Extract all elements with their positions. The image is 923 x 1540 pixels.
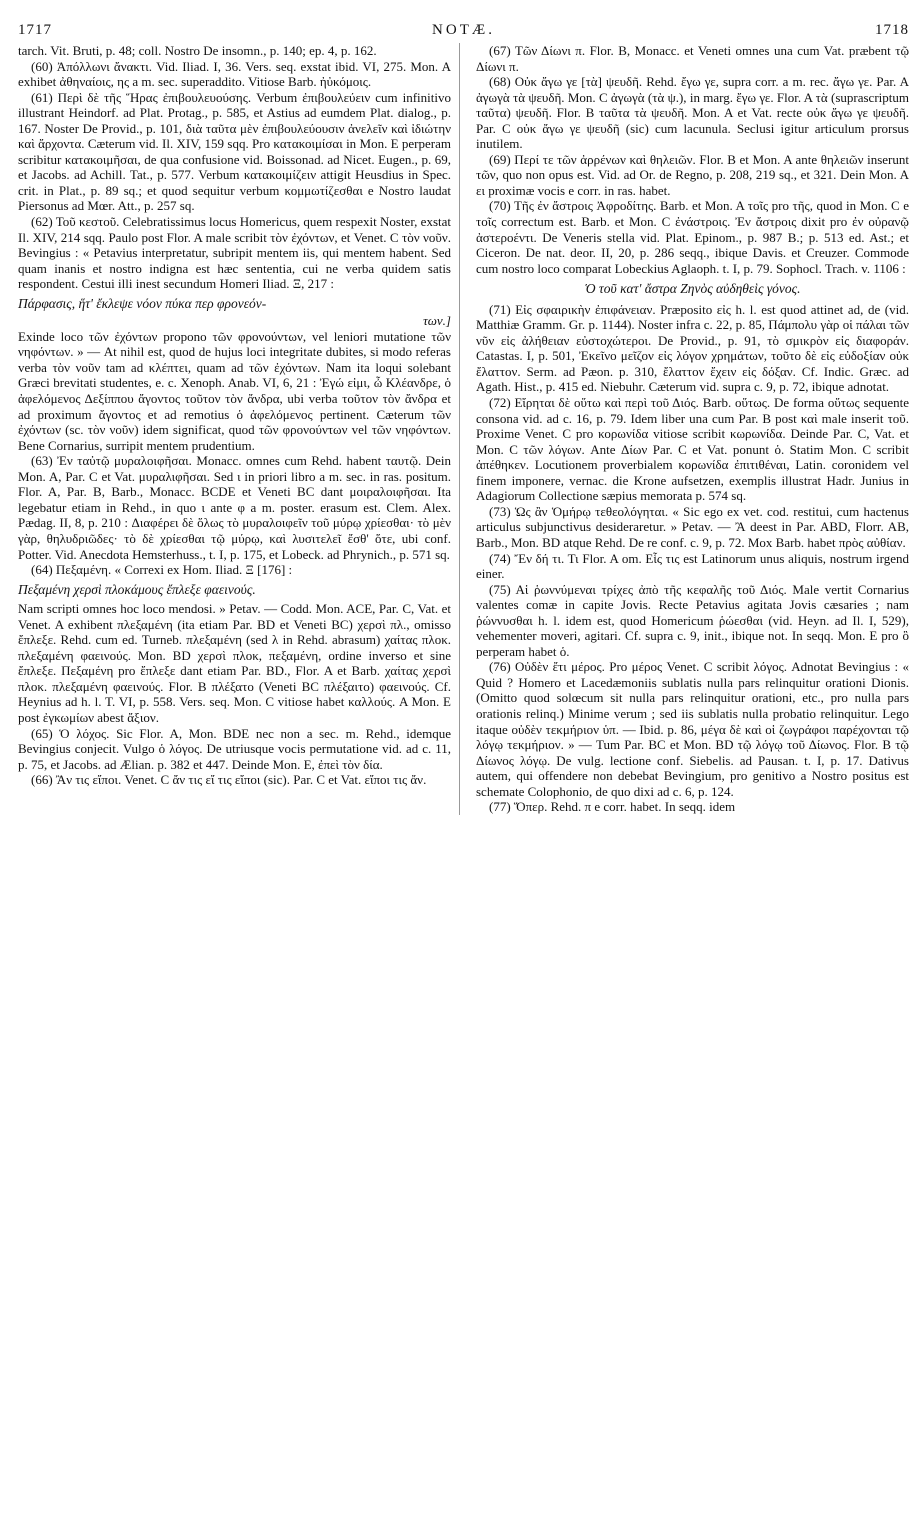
note-paragraph: (74) Ἔν δή τι. Τι Flor. A om. Εἷς τις est Latinorum unus aliquis, nostrum irgend einer. — [476, 550, 909, 582]
quoted-verse-end: των.] — [423, 313, 451, 329]
note-continuation: tarch. Vit. Bruti, p. 48; coll. Nostro De insomn., p. 140; ep. 4, p. 162. — [18, 43, 377, 58]
note-continuation: Exinde loco τῶν ἐχόντων propono τῶν φρονούντων, vel leniori mutatione τῶν νηφόντων. » — At nihil est, quod de hujus loci integritate dubites, si modo referas verba τὸν νοῦν tam ad κλέπτει, quam ad τῶν ἐχόντων. Nam ita loqui solebant Græci brevitati studentes, e. c. Xenoph. Anab. VI, 6, 21 : Ἐγώ εἰμι, ὦ Κλέανδρε, ὁ ἀφελόμενος Δεξίππου ἄγοντος τοῦτον τὸν ἄνδρα, ubi verba τοῦτον τὸν ἄνδρα et ad proximum ἄγοντος et ad remotius ὁ ἀφελόμενος pertinent. Cæterum τῶν ἐχόντων (sc. τὸν νοῦν) idem significat, quod τῶν φρονούντων vel τῶν νηφόντων. Bene Cornarius, surripit mentem prudentium. — [18, 328, 451, 453]
note-paragraph: (61) Περὶ δὲ τῆς Ἥρας ἐπιβουλευούσης. Verbum ἐπιβουλεύειν cum infinitivo illustrant Heindorf. ad Plat. Protag., p. 585, et Astius ad eumdem Plat. dialog., p. 167. Noster De Provid., p. 101, διὰ ταῦτα μὲν ἐπιβουλεύουσιν ἀνελεῖν καὶ ἰδιώτην καὶ ἄρχοντα. Cæterum vid. Il. XIV, 159 sqq. Pro κατακοιμίσαι in Mon. E perperam scribitur κατακοιμῆσαι, de qua confusione vid. Boissonad. ad Nicet. Eugen., p. 69, et Jacobs. ad Achill. Tat., p. 577. Verbum κατακοιμίζειν attigit Heusdius in Spec. crit. in Plat., p. 89 sq.; et quod sequitur verbum κομμωτίζεσθαι e Nostro laudat Piersonus ad Mœr. Att., p. 257 sq. — [18, 89, 451, 214]
running-head — [18, 22, 909, 39]
note-paragraph: (66) Ἂν τις εἴποι. Venet. C ἄν τις εἴ τις εἴποι (sic). Par. C et Vat. εἴποι τις ἄν. — [31, 772, 427, 788]
note-paragraph: (64) Πεξαμένη. « Correxi ex Hom. Iliad. Ξ [176] : — [31, 562, 293, 578]
note-paragraph: (67) Τῶν Δίωνι π. Flor. B, Monacc. et Veneti omnes una cum Vat. præbent τῷ Δίωνι π. — [476, 43, 909, 74]
right-column — [476, 43, 909, 815]
note-paragraph: (71) Εἰς σφαιρικὴν ἐπιφάνειαν. Præposito εἰς h. l. est quod attinet ad, de (vid. Matthiæ Gramm. Gr. p. 1144). Noster infra c. 22, p. 85, Πάμπολυ γὰρ οἱ πάλαι τῶν νῦν εἰς ἀλήθειαν εὐστοχώτεροι. De Provid., p. 91, τὸ σμικρὸν εἰς διαφοράν. Catastas. I, p. 501, Ἐκεῖνο μεῖζον εἰς λόγον χρημάτων, τοῦτο δὲ εἰς εὐδοξίαν οὐκ ἔλαττον. Serm. ad Pæon. p. 310, ἔλαττον ἔχειν εἰς δόξαν. Cf. Indic. Græc. ad Agath. Hist., p. 415 ed. Niebuhr. Cæterum vid. supra c. 9, p. 72, ibique adnotat. — [476, 301, 909, 395]
note-paragraph: (77) Ὅπερ. Rehd. π e corr. habet. In seqq. idem — [489, 799, 736, 815]
note-paragraph: (65) Ὁ λόχος. Sic Flor. A, Mon. BDE nec non a sec. m. Rehd., idemque Bevingius conjecit. Vulgo ὁ λόγος. De utriusque vocis permutatione vid. ad c. 11, p. 75, et Jacobs. ad Ælian. p. 382 et 447. Deinde Mon. E, ἐπεὶ τὸν δία. — [18, 725, 451, 772]
note-paragraph: (63) Ἐν ταὐτῷ μυραλοιφῆσαι. Monacc. omnes cum Rehd. habent ταυτῷ. Dein Mon. A, Par. C et Vat. μυραλιφῆσαι. Sed ι in priori libro a m. sec. in ras. positum. Flor. A, Par. B, Barb., Monacc. BCDE et Veneti BC dant μοιραλοιφῆσαι. Ita legebatur etiam in Rehd., in quo ι ante φ a m. poster. erasum est. Clem. Alex. Pædag. II, 8, p. 210 : Διαφέρει δὲ ὅλως τὸ μυραλοιφεῖν τοῦ μύρῳ χρίεσθαι· τὸ μὲν γὰρ, θηλυδριῶδες· τὸ δὲ χρίεσθαι τῷ μύρῳ, καὶ λυσιτελεῖ ἔσθ' ὅτε, ubi conf. Potter. Vid. Anecdota Hemsterhuss., t. I, p. 175, et Lobeck. ad Phrynich., p. 571 sq. — [18, 453, 451, 562]
note-paragraph: (72) Εἴρηται δὲ οὕτω καὶ περὶ τοῦ Διός. Barb. οὕτως. De forma οὕτως sequente consona vid. ad c. 16, p. 79. Idem liber una cum Par. B post καὶ male inserit τοῦ. Proxime Venet. C pro κορωνίδα vitiose scribit κωρωνίδα. Deinde Par. C, Vat. et Mon. C τῶν λόγων. Ante Δίων Par. C et Vat. ponunt ὁ. Statim Mon. C scribit ἀπέθηκεν. Locutionem proverbialem κορωνίδα ἐπιτιθέναι, Latin. coronidem vel finem imponere, vernac. die Krone aufsetzen, exemplis illustrat Hadr. Junius in Adagiorum Collectione sæpius memorata p. 574 sq. — [476, 395, 909, 504]
note-paragraph: (62) Τοῦ κεστοῦ. Celebratissimus locus Homericus, quem respexit Noster, exstat Il. XIV, 214 sqq. Paulo post Flor. A male scribit τὸν ἐχόντων, et Venet. C τὸν νοῦν. Bevingius : « Petavius interpretatur, subripit mentem iis, qui mentem habent. Sed quam inanis et nostro indigna est hæc sententia, cui ne verba quidem satis respondent. Cestui illi inest secundum Homeri Iliad. Ξ, 217 : — [18, 214, 451, 292]
quoted-verse: Πεξαμένη χερσὶ πλοκάμους ἔπλεξε φαεινούς. — [18, 581, 256, 597]
note-paragraph: (68) Οὐκ ἄγω γε [τὰ] ψευδῆ. Rehd. ἔγω γε, supra corr. a m. rec. ἄγω γε. Par. A ἀγωγὰ τὰ ψευδῆ. Mon. C ἀγωγὰ (τὰ ψ.), in marg. ἔγω γε. Flor. A τὰ (suprascriptum ταῦτα) ψευδῆ. Flor. B ταῦτα τὰ ψευδῆ. Mon. A et Vat. recte οὐκ ἄγω γε ψευδῆ. Par. C οὐκ ἄγω γε ψευδῆ (sic) cum lacunula. Seclusi igitur articulum prorsus inutilem. — [476, 74, 909, 152]
quoted-verse: Ὁ τοῦ κατ' ἄστρα Ζηνὸς αὐδηθεὶς γόνος. — [584, 281, 801, 297]
note-paragraph: (75) Αἱ ῥωννύμεναι τρίχες ἀπὸ τῆς κεφαλῆς τοῦ Διός. Male vertit Cornarius valentes comæ in capite Jovis. Recte Petavius agitata Jovis cæsaries ; nam ῥώννυσθαι h. l. idem est, quod Homericum ῥώεσθαι (vid. Heyn. ad Il. I, 529), vehementer moveri, agitari. Cf. supra c. 9, init., ibique not. In seqq. Mon. E pro ὃ perperam habet ὁ. — [476, 581, 909, 659]
note-paragraph: (60) Ἀπόλλωνι ἄνακτι. Vid. Iliad. I, 36. Vers. seq. exstat ibid. VI, 275. Mon. A exhibet ἀθηναίοις, ης a m. sec. superaddito. Vitiose Barb. ἠὐκόμοις. — [18, 58, 451, 90]
note-paragraph: (69) Περί τε τῶν ἀρρένων καὶ θηλειῶν. Flor. B et Mon. A ante θηλειῶν inserunt τῶν, quo non opus est. Vid. ad Or. de Regno, p. 208, 219 sq., et 321. Dein Mon. A ει proximæ vocis e corr. in ras. habet. — [476, 151, 909, 198]
note-paragraph: (70) Τῆς ἐν ἄστροις Ἀφροδίτης. Barb. et Mon. A τοῖς pro τῆς, quod in Mon. C e τοῖς correctum est. Barb. et Mon. C ἐνάστροις. Ἐν ἄστροις dixit pro ἐν οὐρανῷ ἀστεροέντι. De Veneris stella vid. Plat. Epinom., p. 987 B.; p. 513 ed. Ast.; et Ciceron. De nat. deor. II, 20, p. 286 seqq., ibique Davis. et Creuzer. Commode cum nostro loco comparat Lobeckius Aglaoph. t. I, p. 79. Sophocl. Trach. v. 1106 : — [476, 198, 909, 276]
note-paragraph: (73) Ὡς ἂν Ὁμήρῳ τεθεολόγηται. « Sic ego ex vet. cod. restitui, cum hactenus articulus subjunctivus desideraretur. » Petav. — Ἂ deest in Par. ABD, Florr. AB, Barb., Mon. BD atque Rehd. De re conf. c. 9, p. 72. Mox Barb. habet πρὸς αὐθίαν. — [476, 503, 909, 550]
quoted-verse: Πάρφασις, ἥτ' ἔκλεψε νόον πύκα περ φρονεόν- — [18, 295, 267, 311]
text-columns — [18, 43, 909, 815]
right-page-number: 1718 — [874, 22, 909, 38]
running-title: NOTÆ. — [432, 22, 495, 38]
left-column — [18, 43, 460, 815]
note-paragraph: (76) Οὐδὲν ἔτι μέρος. Pro μέρος Venet. C scribit λόγος. Adnotat Bevingius : « Quid ? Homero et Lacedæmoniis sublatis nulla pars relinquitur orationi Dionis. (Omitto quod solœcum sit nulla pars relinquitur orationi, etc., pro nulla pars orationis relinq.) Minime verum ; sed iis sublatis nulla probatio relinquitur. Lego itaque οὐδὲν τεκμήριον ὑπ. — Ibid. p. 86, μέγα δὲ καὶ οἱ ζωγράφοι παρέχονται τῷ λόγῳ τεκμήριον. » — Tum Par. BC et Mon. BD τῷ λόγῳ τοῦ Δίωνος. Flor. B τῷ Δίωνος λόγῳ. De vulg. lectione conf. Siebelis. ad Pausan. t. I, p. 17. Dativus autem, qui offendere non debebat Bevingium, pro genitivo a Nostro positus est schemate Colophonio, de quo dixi ad c. 6, p. 124. — [476, 659, 909, 799]
left-page-number: 1717 — [18, 22, 52, 38]
note-continuation: Nam scripti omnes hoc loco mendosi. » Petav. — Codd. Mon. ACE, Par. C, Vat. et Venet. A exhibent πλεξαμένη (ita etiam Par. BD et Veneti BC) χερσὶ πλ., omisso ἔπλεξε. Rehd. cum ed. Turneb. πλεξαμένη (sed λ in Rehd. abrasum) χαίτας πλοκ. πλεξαμένη φαεινούς. Mon. BD χερσὶ πλοκ, πεξαμένη, ordine inverso et sine ἔπλεξε. Πεξαμένη pro ἔπλεξε dant etiam Par. BD., Flor. A et Barb. χαίτας χερσὶ πλοκ. πλεξαμένη φαεινούς. Flor. B πλέξατο (Veneti BC πλέξαιτο) φαεινούς. Cf. Heynius ad h. l. T. VI, p. 558. Vers. seq. Mon. C vitiose habet καλλούς. A Mon. E post ἐγκωμίων abest ἄξιον. — [18, 601, 451, 725]
